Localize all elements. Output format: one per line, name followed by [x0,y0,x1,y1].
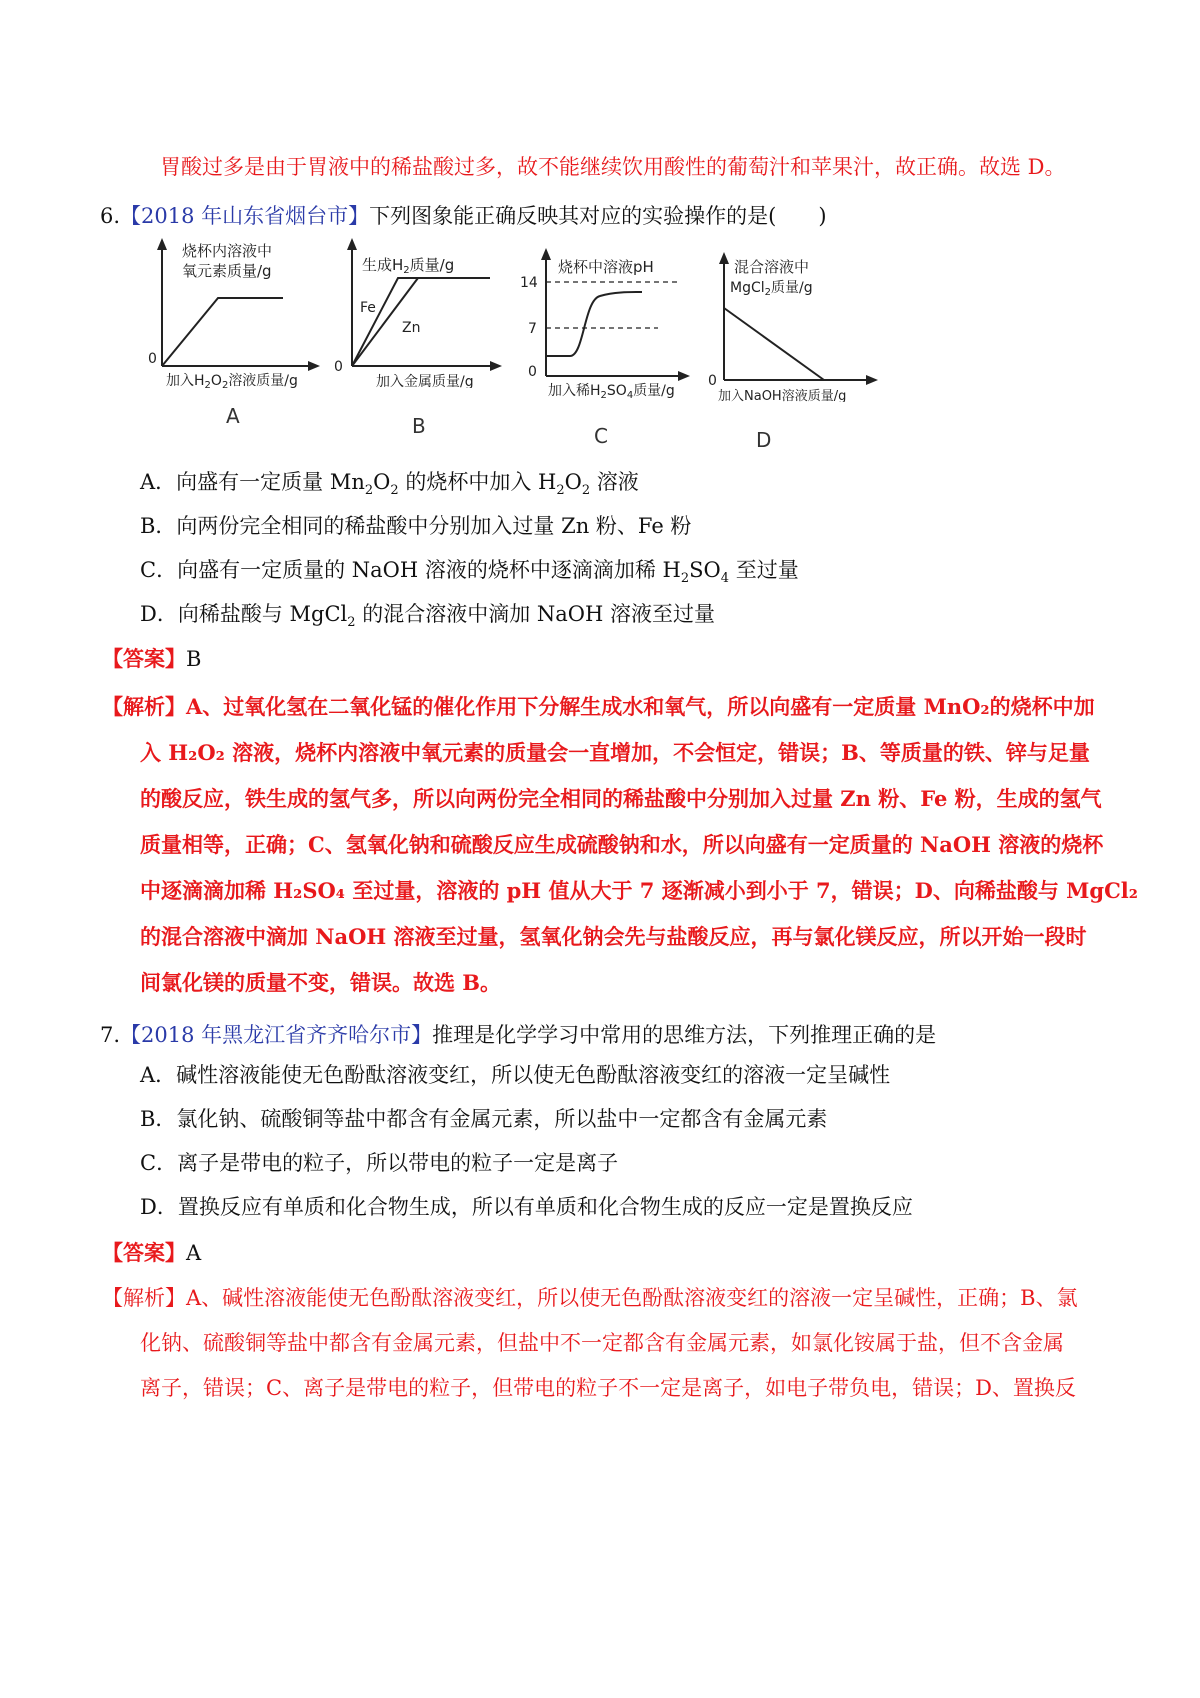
q7-number: 7. [100,1023,121,1047]
q6-answer-value: B [186,647,202,671]
graph-d-label: D [756,428,772,452]
q6-analysis-line-1: 【解析】A、过氧化氢在二氧化锰的催化作用下分解生成水和氧气，所以向盛有一定质量 MnO₂的烧杯中加 [102,694,1095,719]
graph-a-label: A [226,404,240,428]
q7-answer-value: A [186,1241,202,1265]
q7-analysis-label: 【解析】 [102,1286,186,1310]
graph-c [518,248,690,402]
q6-analysis-line-6: 的混合溶液中滴加 NaOH 溶液至过量，氢氧化钠会先与盐酸反应，再与氯化镁反应，所以开始一段时 [140,924,1087,949]
graph-d [704,252,880,406]
q6-stem-line [100,201,827,231]
graph-c-tick-14: 14 [520,275,538,291]
graph-a-ylabel-1: 烧杯内溶液中 [182,242,273,260]
q7-stem: 推理是化学学习中常用的思维方法，下列推理正确的是 [432,1023,937,1047]
graph-c-origin: 0 [528,364,537,380]
graph-d-xlabel: 加入NaOH溶液质量/g [718,389,847,402]
graph-a [148,238,320,392]
q6-source: 【2018 年山东省烟台市】 [120,204,370,228]
q6-option-d[interactable]: D．向稀盐酸与 MgCl$_2$ 的混合溶液中滴加 NaOH 溶液至过量 [140,602,715,631]
q6-analysis-line-4: 质量相等，正确；C、氢氧化钠和硫酸反应生成硫酸钠和水，所以向盛有一定质量的 NaOH 溶液的烧杯 [140,832,1104,857]
graph-c-xlabel: 加入稀$H_2SO_4$质量/g [548,383,675,398]
graph-c-tick-7: 7 [528,321,537,337]
q6-analysis-line-3: 的酸反应，铁生成的氢气多，所以向两份完全相同的稀盐酸中分别加入过量 Zn 粉、Fe 粉，生成的氢气 [140,786,1102,811]
q6-option-a[interactable]: A．向盛有一定质量 $Mn_2O_2$ 的烧杯中加入 $H_2O_2$ 溶液 [140,470,639,499]
q6-analysis-line-2: 入 H₂O₂ 溶液，烧杯内溶液中氧元素的质量会一直增加，不会恒定，错误；B、等质量的铁、锌与足量 [140,740,1090,765]
q7-answer-label: 【答案】 [102,1240,186,1265]
q7-analysis-line-1: 【解析】A、碱性溶液能使无色酚酞溶液变红，所以使无色酚酞溶液变红的溶液一定呈碱性，正确；B、氯 [102,1286,1078,1310]
q6-analysis-line-7: 间氯化镁的质量不变，错误。故选 B。 [140,970,502,995]
q6-answer [102,644,201,674]
q7-option-b[interactable]: B．氯化钠、硫酸铜等盐中都含有金属元素，所以盐中一定都含有金属元素 [140,1107,828,1131]
graph-b [330,238,502,392]
q6-analysis-line-5: 中逐滴滴加稀 H₂SO₄ 至过量，溶液的 pH 值从大于 7 逐渐减小到小于 7，错误；D、向稀盐酸与 MgCl₂ [140,878,1138,903]
q7-option-a[interactable]: A．碱性溶液能使无色酚酞溶液变红，所以使无色酚酞溶液变红的溶液一定呈碱性 [140,1063,891,1087]
graph-d-origin: 0 [708,373,717,389]
graph-b-series-fe: Fe [360,300,376,316]
q7-stem-line [100,1020,936,1050]
graph-b-ylabel: 生成$H_2$质量/g [362,256,455,276]
graph-b-xlabel: 加入金属质量/g [376,374,474,388]
graph-b-series-zn: Zn [402,320,421,336]
q7-analysis-line-2: 化钠、硫酸铜等盐中都含有金属元素，但盐中不一定都含有金属元素，如氯化铵属于盐，但不含金属 [140,1331,1064,1355]
graph-b-origin: 0 [334,359,343,375]
q7-answer [102,1238,201,1268]
graph-b-label: B [412,414,426,438]
q6-option-b[interactable]: B．向两份完全相同的稀盐酸中分别加入过量 Zn 粉、Fe 粉 [140,514,692,538]
graph-a-xlabel: 加入$H_2O_2$溶液质量/g [166,373,298,388]
q7-option-d[interactable]: D．置换反应有单质和化合物生成，所以有单质和化合物生成的反应一定是置换反应 [140,1195,913,1219]
graph-d-ylabel-2: MgCl$_2$质量/g [730,280,813,298]
q6-stem: 下列图象能正确反映其对应的实验操作的是( ) [369,204,827,228]
q6-analysis-label: 【解析】 [102,694,186,719]
prev-analysis-tail: 胃酸过多是由于胃液中的稀盐酸过多，故不能继续饮用酸性的葡萄汁和苹果汁，故正确。故选 D。 [160,155,1066,179]
q7-option-c[interactable]: C．离子是带电的粒子，所以带电的粒子一定是离子 [140,1151,619,1175]
q7-analysis-line-3: 离子，错误；C、离子是带电的粒子，但带电的粒子不一定是离子，如电子带负电，错误；D、置换反 [140,1376,1076,1400]
q6-option-c[interactable]: C．向盛有一定质量的 NaOH 溶液的烧杯中逐滴滴加稀 $H_2SO_4$ 至过量 [140,558,799,587]
graph-d-ylabel-1: 混合溶液中 [734,258,810,276]
graph-c-ylabel: 烧杯中溶液pH [558,258,654,276]
q6-answer-label: 【答案】 [102,646,186,671]
graph-a-ylabel-2: 氧元素质量/g [182,262,272,280]
graph-c-label: C [594,424,608,448]
q6-number: 6. [100,204,121,228]
graph-a-origin: 0 [148,351,157,367]
q7-source: 【2018 年黑龙江省齐齐哈尔市】 [120,1023,433,1047]
